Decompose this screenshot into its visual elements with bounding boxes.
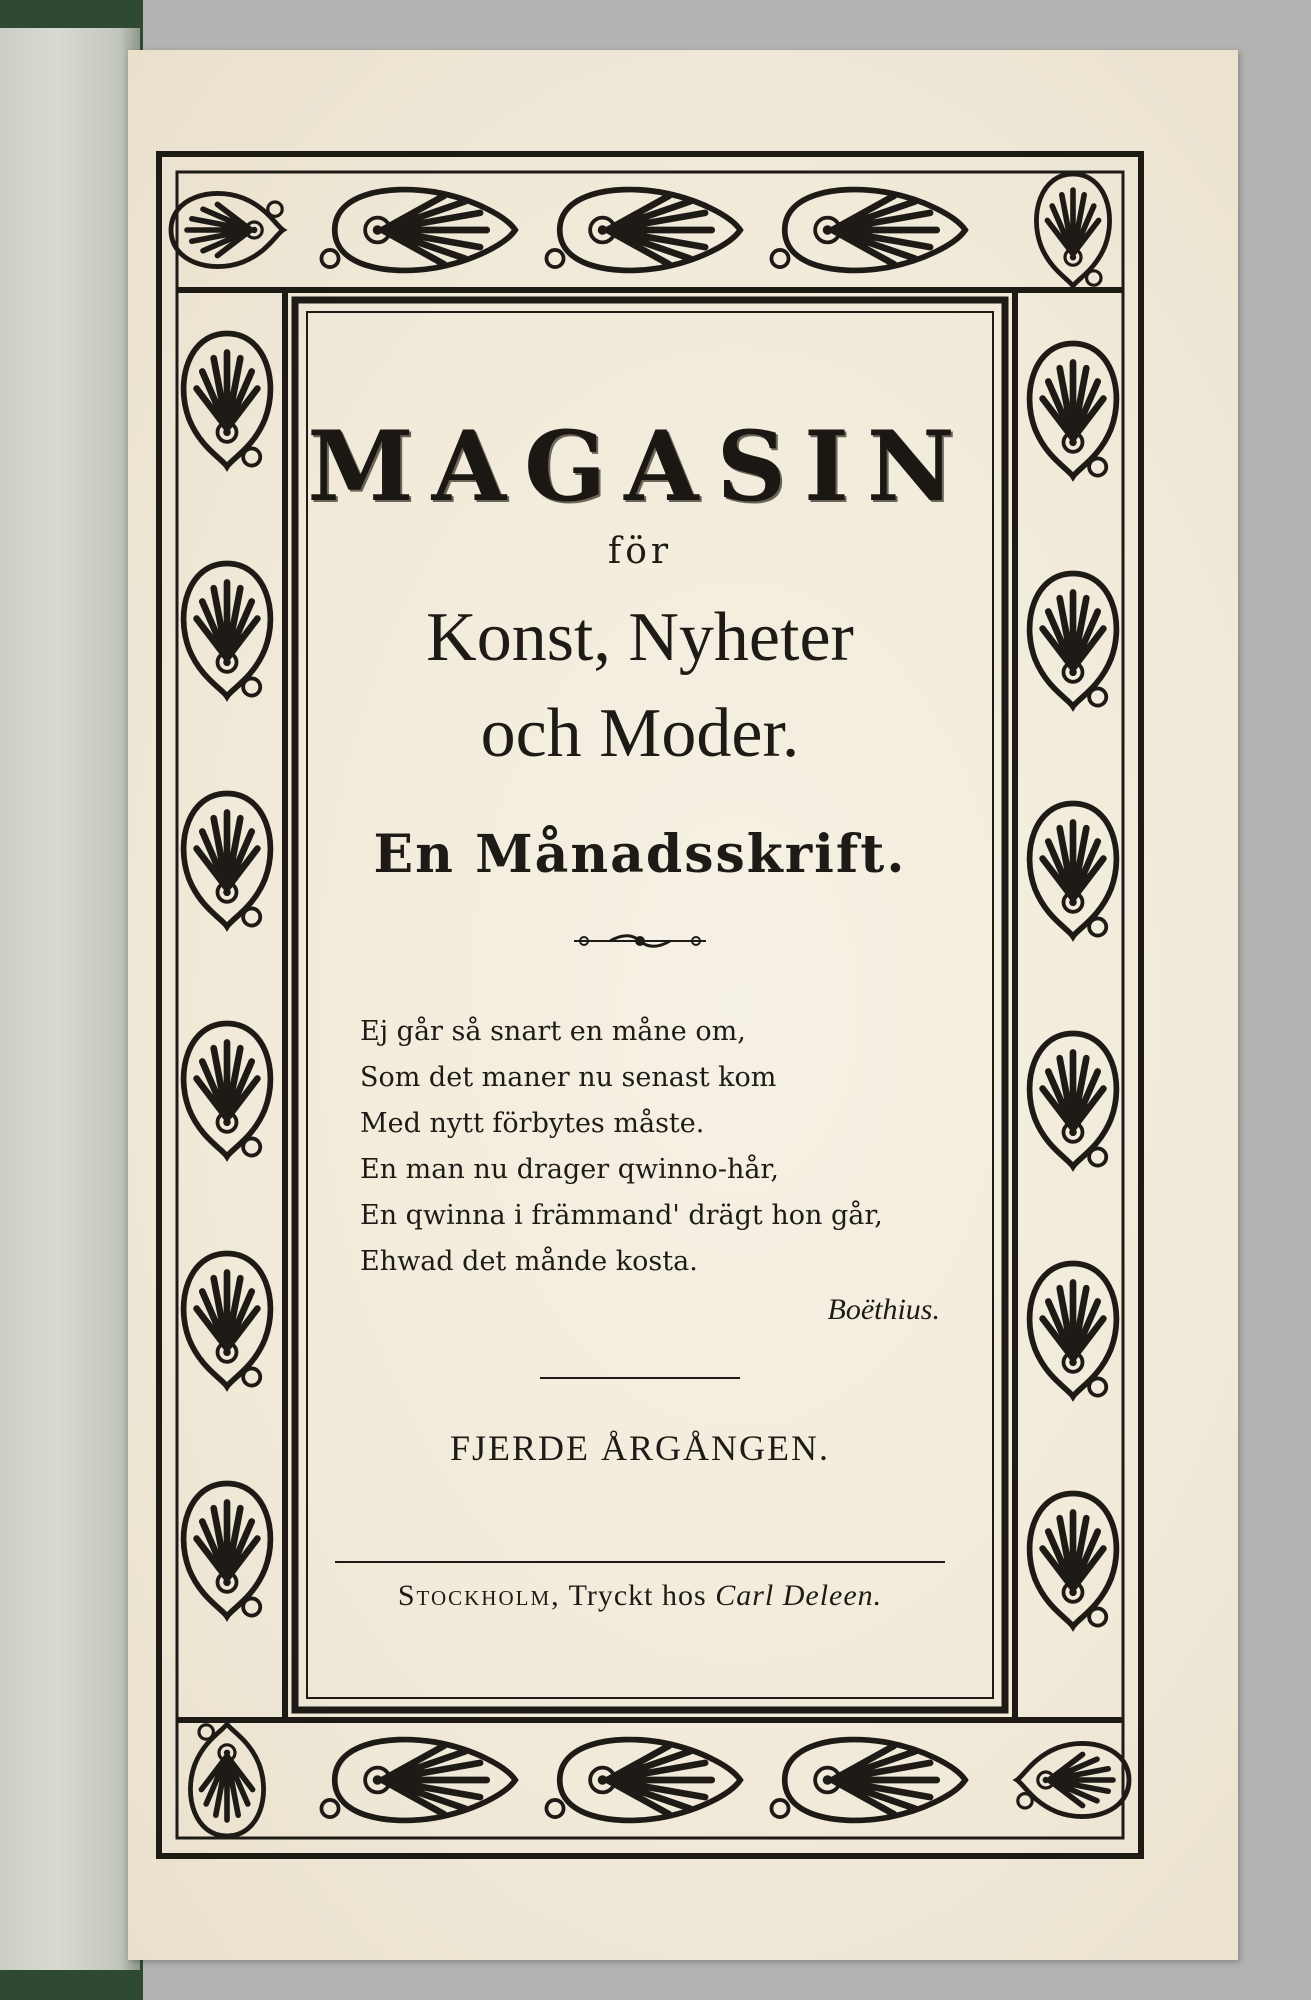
verse-line: Ej går så snart en måne om, bbox=[360, 1016, 746, 1047]
imprint-city: Stockholm, bbox=[397, 1579, 561, 1612]
periodical-label: En Månadsskrift. bbox=[373, 824, 907, 885]
book-binding bbox=[0, 0, 143, 2000]
verse-block bbox=[360, 1009, 960, 1333]
verse-line: Ehwad det månde kosta. bbox=[360, 1246, 698, 1277]
flourish-ornament-icon bbox=[570, 933, 710, 949]
subtitle bbox=[300, 590, 980, 782]
title-for: för bbox=[607, 531, 673, 572]
imprint-text: Tryckt hos bbox=[560, 1579, 716, 1612]
verse-line: En man nu drager qwinno-hår, bbox=[360, 1154, 779, 1185]
subtitle-line-1: Konst, Nyheter bbox=[426, 599, 854, 676]
divider-rule bbox=[540, 1377, 740, 1379]
verse-attribution: Boëthius. bbox=[827, 1293, 940, 1326]
subtitle-line-2: och Moder. bbox=[480, 695, 800, 772]
imprint bbox=[300, 1579, 980, 1613]
imprint-printer: Carl Deleen. bbox=[715, 1579, 883, 1612]
edition-label: FJERDE ÅRGÅNGEN. bbox=[449, 1428, 830, 1468]
verse-line: En qwinna i främmand' drägt hon går, bbox=[360, 1200, 883, 1231]
title-block bbox=[300, 320, 980, 1680]
imprint-divider bbox=[335, 1561, 945, 1563]
page-title: MAGASIN bbox=[307, 410, 973, 523]
verse-line: Med nytt förbytes måste. bbox=[360, 1108, 705, 1139]
verse-line: Som det maner nu senast kom bbox=[360, 1062, 777, 1093]
